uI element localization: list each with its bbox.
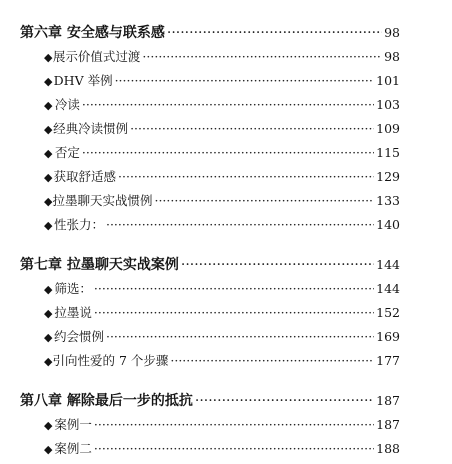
chapter-title: 第七章 拉墨聊天实战案例: [20, 257, 179, 273]
entry-title: 筛选：: [54, 281, 92, 296]
dot-leader: [130, 121, 374, 136]
page-number: 144: [376, 257, 400, 272]
dot-leader: [94, 441, 374, 456]
page-number: 98: [384, 25, 400, 40]
dot-leader: [167, 25, 382, 41]
page-number: 101: [376, 73, 400, 88]
dot-leader: [195, 393, 374, 409]
entry-title: 冷读: [54, 97, 80, 112]
toc-entry: [44, 279, 400, 297]
chapter-heading-6: [20, 22, 400, 42]
toc-entry: [44, 351, 400, 369]
dot-leader: [106, 217, 374, 232]
entry-title: 案例一: [54, 417, 92, 432]
toc-entry: [44, 71, 400, 89]
dot-leader: [82, 145, 374, 160]
diamond-bullet-icon: ◆: [44, 355, 53, 368]
diamond-bullet-icon: ◆: [44, 419, 53, 432]
page-number: 177: [376, 353, 400, 368]
page-number: 169: [376, 329, 400, 344]
chapter-title: 第八章 解除最后一步的抵抗: [20, 393, 193, 409]
entry-title: 约会惯例: [53, 329, 104, 344]
chapter-title: 第六章 安全感与联系感: [20, 25, 165, 41]
diamond-bullet-icon: ◆: [44, 195, 53, 208]
dot-leader: [118, 169, 374, 184]
entry-title: 获取舒适感: [53, 169, 117, 184]
diamond-bullet-icon: ◆: [44, 307, 53, 320]
entry-title: 拉墨说: [54, 305, 92, 320]
dot-leader: [82, 97, 374, 112]
toc-entry: [44, 95, 400, 113]
page-number: 144: [376, 281, 400, 296]
toc-entry: [44, 47, 400, 65]
dot-leader: [181, 257, 374, 273]
page-number: 129: [376, 169, 400, 184]
entry-title: 拉墨聊天实战惯例: [52, 193, 153, 208]
page-number: 188: [376, 441, 400, 456]
toc-entry: [44, 327, 400, 345]
dot-leader: [142, 49, 382, 64]
toc-entry: [44, 215, 400, 233]
page-number: 152: [376, 305, 400, 320]
entry-title: 经典冷读惯例: [53, 121, 129, 136]
dot-leader: [94, 417, 374, 432]
diamond-bullet-icon: ◆: [44, 75, 53, 88]
dot-leader: [154, 193, 374, 208]
diamond-bullet-icon: ◆: [44, 171, 53, 184]
toc-entry: [44, 119, 400, 137]
page-number: 98: [384, 49, 400, 64]
page-number: 109: [376, 121, 400, 136]
entry-title: 案例二: [54, 441, 92, 456]
page-number: 187: [376, 393, 400, 408]
diamond-bullet-icon: ◆: [44, 123, 53, 136]
chapter-heading-8: [20, 390, 400, 410]
toc-entry: [44, 439, 400, 457]
toc-entry: [44, 191, 400, 209]
page-number: 115: [376, 145, 400, 160]
dot-leader: [94, 305, 374, 320]
page-number: 187: [376, 417, 400, 432]
entry-title: 引向性爱的 7 个步骤: [52, 353, 169, 368]
diamond-bullet-icon: ◆: [44, 51, 53, 64]
toc-entry: [44, 303, 400, 321]
toc-entry: [44, 167, 400, 185]
diamond-bullet-icon: ◆: [44, 147, 53, 160]
dot-leader: [115, 73, 375, 88]
chapter-heading-7: [20, 254, 400, 274]
entry-title: 否定: [54, 145, 80, 160]
entry-title: 性张力：: [53, 217, 104, 232]
page-number: 140: [376, 217, 400, 232]
diamond-bullet-icon: ◆: [44, 443, 53, 456]
diamond-bullet-icon: ◆: [44, 219, 53, 232]
page-number: 103: [376, 97, 400, 112]
dot-leader: [170, 353, 374, 368]
toc-entry: [44, 415, 400, 433]
entry-title: 展示价值式过渡: [52, 49, 141, 64]
entry-title: DHV 举例: [53, 73, 113, 88]
diamond-bullet-icon: ◆: [44, 283, 53, 296]
dot-leader: [94, 281, 374, 296]
dot-leader: [106, 329, 374, 344]
page-number: 133: [376, 193, 400, 208]
diamond-bullet-icon: ◆: [44, 331, 53, 344]
toc-entry: [44, 143, 400, 161]
diamond-bullet-icon: ◆: [44, 99, 53, 112]
